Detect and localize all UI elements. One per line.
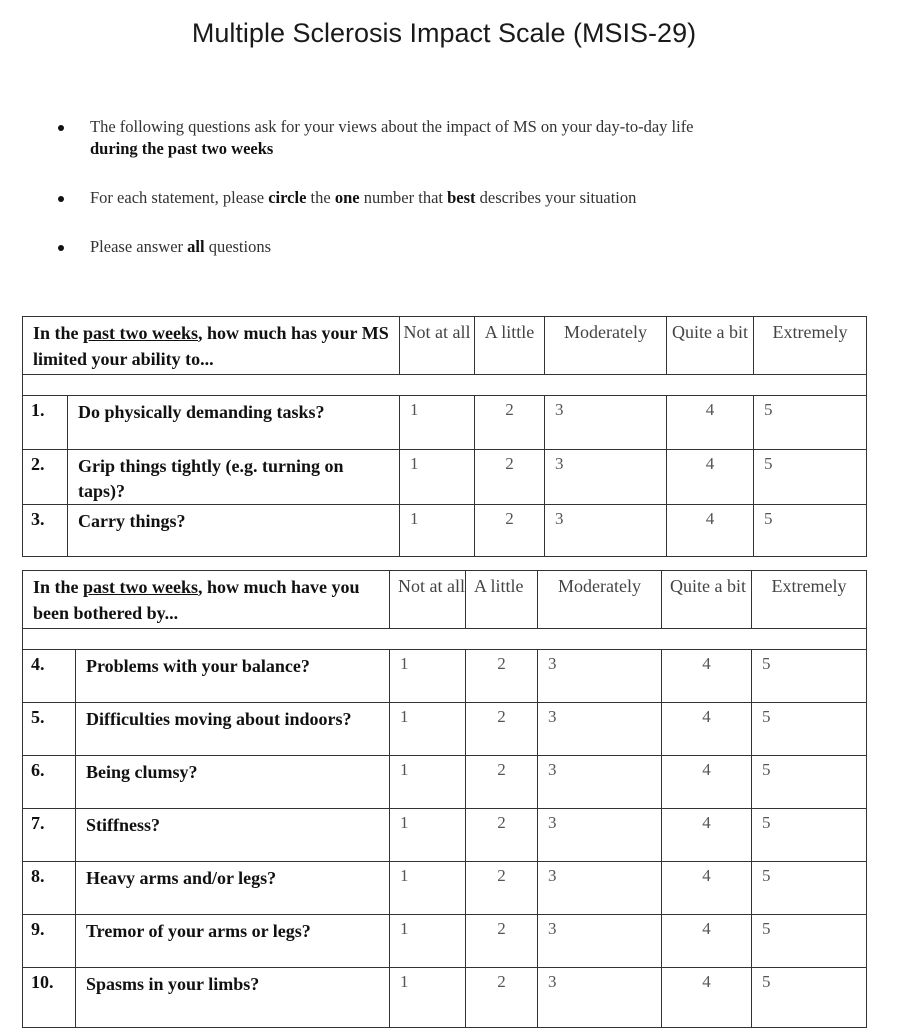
answer-option-1[interactable]: 1	[390, 915, 466, 968]
section1-header-row	[23, 317, 867, 375]
instruction-text: For each statement, please	[90, 188, 269, 207]
instruction-item	[55, 187, 875, 209]
table-row	[23, 450, 867, 505]
answer-option-1[interactable]: 1	[400, 396, 475, 450]
header-prefix: In the	[33, 323, 84, 343]
instruction-item	[55, 116, 875, 160]
spacer-cell	[23, 375, 867, 396]
answer-option-4[interactable]: 4	[662, 650, 752, 703]
section2-table	[22, 570, 867, 1028]
answer-option-2[interactable]: 2	[475, 396, 545, 450]
answer-option-5[interactable]: 5	[752, 756, 867, 809]
answer-option-3[interactable]: 3	[538, 809, 662, 862]
page-title: Multiple Sclerosis Impact Scale (MSIS-29)	[191, 18, 697, 48]
instruction-emphasis: during the past two weeks	[90, 139, 274, 158]
instruction-text: describes your situation	[475, 188, 637, 207]
answer-option-1[interactable]: 1	[390, 809, 466, 862]
section2-question-header	[23, 571, 390, 629]
option-header-quite-a-bit: Quite a bit	[667, 317, 754, 375]
bullet-icon	[58, 196, 64, 202]
header-suffix: , how much have you been bothered by...	[33, 577, 360, 623]
instruction-text: questions	[204, 237, 272, 256]
header-prefix: In the	[33, 577, 84, 597]
answer-option-4[interactable]: 4	[667, 505, 754, 557]
instruction-emphasis: all	[187, 237, 205, 256]
question-number: 2.	[23, 450, 68, 505]
option-header-not-at-all: Not at all	[400, 317, 475, 375]
answer-option-5[interactable]: 5	[754, 396, 867, 450]
answer-option-3[interactable]: 3	[538, 862, 662, 915]
answer-option-5[interactable]: 5	[754, 450, 867, 505]
answer-option-2[interactable]: 2	[475, 505, 545, 557]
answer-option-2[interactable]: 2	[466, 968, 538, 1028]
question-number: 8.	[23, 862, 76, 915]
answer-option-1[interactable]: 1	[390, 968, 466, 1028]
answer-option-4[interactable]: 4	[667, 396, 754, 450]
answer-option-1[interactable]: 1	[400, 505, 475, 557]
instruction-emphasis: circle	[268, 188, 307, 207]
answer-option-5[interactable]: 5	[752, 968, 867, 1028]
answer-option-1[interactable]: 1	[390, 650, 466, 703]
answer-option-3[interactable]: 3	[538, 756, 662, 809]
answer-option-3[interactable]: 3	[545, 505, 667, 557]
answer-option-3[interactable]: 3	[538, 650, 662, 703]
answer-option-2[interactable]: 2	[466, 650, 538, 703]
spacer-row	[23, 375, 867, 396]
question-text: Do physically demanding tasks?	[68, 396, 400, 450]
section2-header-row	[23, 571, 867, 629]
answer-option-5[interactable]: 5	[752, 809, 867, 862]
answer-option-3[interactable]: 3	[545, 396, 667, 450]
section1-question-header	[23, 317, 400, 375]
answer-option-3[interactable]: 3	[545, 450, 667, 505]
question-number: 4.	[23, 650, 76, 703]
question-text: Tremor of your arms or legs?	[76, 915, 390, 968]
table-row	[23, 915, 867, 968]
instruction-text: number that	[359, 188, 448, 207]
answer-option-4[interactable]: 4	[662, 703, 752, 756]
answer-option-2[interactable]: 2	[475, 450, 545, 505]
bullet-icon	[58, 125, 64, 131]
answer-option-2[interactable]: 2	[466, 809, 538, 862]
question-number: 5.	[23, 703, 76, 756]
question-text: Grip things tightly (e.g. turning on taps)?	[68, 450, 400, 505]
answer-option-4[interactable]: 4	[662, 968, 752, 1028]
answer-option-1[interactable]: 1	[390, 703, 466, 756]
table-row	[23, 968, 867, 1028]
answer-option-4[interactable]: 4	[662, 915, 752, 968]
question-number: 3.	[23, 505, 68, 557]
option-header-quite-a-bit: Quite a bit	[662, 571, 752, 629]
question-text: Spasms in your limbs?	[76, 968, 390, 1028]
question-text: Carry things?	[68, 505, 400, 557]
answer-option-1[interactable]: 1	[400, 450, 475, 505]
header-underlined: past two weeks	[83, 577, 199, 597]
header-suffix: , how much has your MS limited your ability to...	[33, 323, 389, 369]
table-row	[23, 756, 867, 809]
option-header-moderately: Moderately	[538, 571, 662, 629]
section1-table	[22, 316, 867, 557]
instruction-text: Please answer	[90, 237, 188, 256]
answer-option-4[interactable]: 4	[662, 862, 752, 915]
option-header-moderately: Moderately	[545, 317, 667, 375]
answer-option-4[interactable]: 4	[667, 450, 754, 505]
answer-option-3[interactable]: 3	[538, 915, 662, 968]
option-header-a-little: A little	[475, 317, 545, 375]
table-row	[23, 396, 867, 450]
answer-option-2[interactable]: 2	[466, 915, 538, 968]
question-text: Problems with your balance?	[76, 650, 390, 703]
answer-option-2[interactable]: 2	[466, 756, 538, 809]
table-row	[23, 505, 867, 557]
table-row	[23, 703, 867, 756]
option-header-a-little: A little	[466, 571, 538, 629]
question-number: 1.	[23, 396, 68, 450]
bullet-icon	[58, 245, 64, 251]
answer-option-5[interactable]: 5	[752, 862, 867, 915]
table-row	[23, 862, 867, 915]
table-row	[23, 650, 867, 703]
question-text: Being clumsy?	[76, 756, 390, 809]
option-header-extremely: Extremely	[752, 571, 867, 629]
answer-option-2[interactable]: 2	[466, 862, 538, 915]
instruction-item	[55, 236, 875, 258]
option-header-not-at-all: Not at all	[390, 571, 466, 629]
answer-option-2[interactable]: 2	[466, 703, 538, 756]
answer-option-3[interactable]: 3	[538, 703, 662, 756]
answer-option-5[interactable]: 5	[752, 915, 867, 968]
question-number: 9.	[23, 915, 76, 968]
table-row	[23, 809, 867, 862]
instruction-text: The following questions ask for your views about the impact of MS on your day-to-day life	[90, 117, 694, 136]
answer-option-1[interactable]: 1	[390, 862, 466, 915]
option-header-extremely: Extremely	[754, 317, 867, 375]
answer-option-4[interactable]: 4	[662, 756, 752, 809]
instruction-emphasis: best	[447, 188, 476, 207]
question-text: Heavy arms and/or legs?	[76, 862, 390, 915]
instruction-list	[55, 116, 875, 258]
spacer-row	[23, 629, 867, 650]
answer-option-1[interactable]: 1	[390, 756, 466, 809]
answer-option-4[interactable]: 4	[662, 809, 752, 862]
answer-option-5[interactable]: 5	[754, 505, 867, 557]
answer-option-3[interactable]: 3	[538, 968, 662, 1028]
question-text: Difficulties moving about indoors?	[76, 703, 390, 756]
header-underlined: past two weeks	[83, 323, 199, 343]
question-number: 10.	[23, 968, 76, 1028]
answer-option-5[interactable]: 5	[752, 703, 867, 756]
question-text: Stiffness?	[76, 809, 390, 862]
instruction-emphasis: one	[334, 188, 360, 207]
question-number: 6.	[23, 756, 76, 809]
instruction-text: the	[306, 188, 335, 207]
question-number: 7.	[23, 809, 76, 862]
spacer-cell	[23, 629, 867, 650]
answer-option-5[interactable]: 5	[752, 650, 867, 703]
